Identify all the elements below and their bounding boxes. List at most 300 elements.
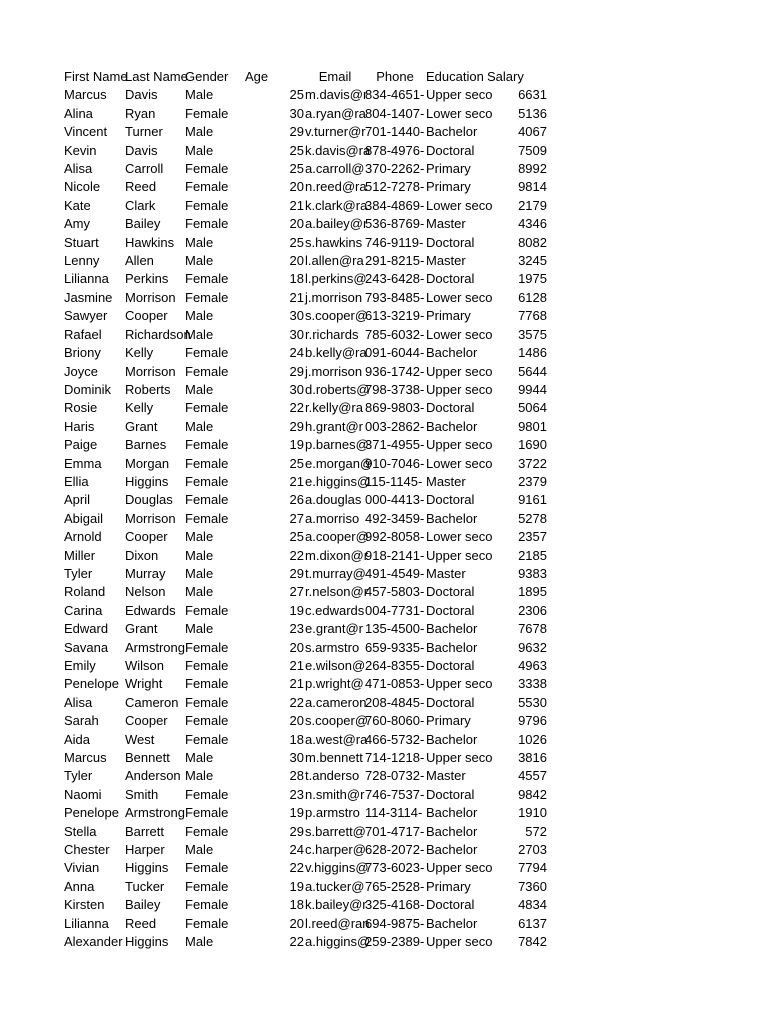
cell-phone[interactable]: 918-2141- xyxy=(365,547,425,563)
cell-salary[interactable]: 3338 xyxy=(518,676,547,692)
cell-gender[interactable]: Male xyxy=(185,308,214,324)
cell-gender[interactable]: Female xyxy=(185,271,229,287)
cell-salary[interactable]: 4963 xyxy=(518,658,547,673)
cell-first-name[interactable]: Rosie xyxy=(64,400,98,416)
cell-phone[interactable]: 628-2072- xyxy=(365,842,425,858)
cell-first-name[interactable]: Kate xyxy=(64,197,91,213)
cell-gender[interactable]: Female xyxy=(185,897,229,913)
cell-first-name[interactable]: Tyler xyxy=(64,565,93,581)
cell-email[interactable]: a.higgins@ xyxy=(305,934,371,950)
cell-education[interactable]: Master xyxy=(426,768,466,784)
cell-last-name[interactable]: Morgan xyxy=(125,455,170,471)
cell-salary[interactable]: 4067 xyxy=(518,124,547,140)
cell-education[interactable]: Lower seco xyxy=(426,197,493,213)
cell-phone[interactable]: 471-0853- xyxy=(365,676,425,692)
cell-gender[interactable]: Female xyxy=(185,639,229,655)
cell-gender[interactable]: Female xyxy=(185,694,229,710)
cell-first-name[interactable]: Stella xyxy=(64,823,97,839)
cell-phone[interactable]: 114-3114- xyxy=(365,805,423,821)
cell-salary[interactable]: 6128 xyxy=(518,289,547,305)
cell-email[interactable]: n.smith@r xyxy=(305,786,365,802)
cell-gender[interactable]: Male xyxy=(185,529,214,545)
cell-last-name[interactable]: Reed xyxy=(125,915,157,931)
cell-last-name[interactable]: Anderson xyxy=(125,768,181,784)
cell-education[interactable]: Primary xyxy=(426,179,471,195)
cell-last-name[interactable]: Richardson xyxy=(125,326,191,342)
cell-gender[interactable]: Female xyxy=(185,658,229,673)
cell-salary[interactable]: 3816 xyxy=(518,750,547,766)
cell-age[interactable]: 22 xyxy=(289,934,304,950)
cell-last-name[interactable]: Clark xyxy=(125,197,156,213)
cell-gender[interactable]: Female xyxy=(185,731,229,747)
cell-last-name[interactable]: Perkins xyxy=(125,271,169,287)
cell-gender[interactable]: Female xyxy=(185,455,229,471)
cell-gender[interactable]: Female xyxy=(185,179,229,195)
cell-phone[interactable]: 992-8058- xyxy=(365,529,425,545)
cell-email[interactable]: l.reed@ran xyxy=(305,915,370,931)
cell-education[interactable]: Upper seco xyxy=(426,547,493,563)
cell-email[interactable]: a.ryan@ra xyxy=(305,105,366,121)
cell-phone[interactable]: 659-9335- xyxy=(365,639,425,655)
cell-age[interactable]: 30 xyxy=(289,381,304,397)
cell-age[interactable]: 18 xyxy=(289,731,304,747)
cell-last-name[interactable]: Barnes xyxy=(125,437,167,453)
cell-phone[interactable]: 370-2262- xyxy=(365,161,425,177)
cell-first-name[interactable]: Kevin xyxy=(64,142,97,158)
cell-salary[interactable]: 5644 xyxy=(518,363,547,379)
cell-phone[interactable]: 760-8060- xyxy=(365,713,425,729)
cell-last-name[interactable]: Higgins xyxy=(125,860,169,876)
cell-last-name[interactable]: Allen xyxy=(125,253,154,269)
cell-gender[interactable]: Female xyxy=(185,492,229,508)
cell-email[interactable]: a.cooper@ xyxy=(305,529,369,545)
cell-phone[interactable]: 512-7278- xyxy=(365,179,425,195)
cell-age[interactable]: 30 xyxy=(289,308,304,324)
cell-last-name[interactable]: Wilson xyxy=(125,658,165,673)
cell-last-name[interactable]: Nelson xyxy=(125,584,166,600)
cell-phone[interactable]: 834-4651- xyxy=(365,87,425,103)
header-gender[interactable]: Gender xyxy=(185,69,229,84)
cell-salary[interactable]: 9814 xyxy=(518,179,547,195)
cell-first-name[interactable]: Miller xyxy=(64,547,96,563)
cell-last-name[interactable]: Kelly xyxy=(125,345,154,361)
cell-email[interactable]: t.murray@ xyxy=(305,565,366,581)
cell-phone[interactable]: 878-4976- xyxy=(365,142,425,158)
cell-gender[interactable]: Female xyxy=(185,289,229,305)
cell-salary[interactable]: 1895 xyxy=(518,584,547,600)
cell-salary[interactable]: 5136 xyxy=(518,105,547,121)
cell-first-name[interactable]: Abigail xyxy=(64,510,104,526)
cell-age[interactable]: 20 xyxy=(289,216,304,232)
cell-email[interactable]: p.barnes@ xyxy=(305,437,369,453)
cell-email[interactable]: d.roberts@ xyxy=(305,381,370,397)
cell-last-name[interactable]: Harper xyxy=(125,842,165,858)
cell-last-name[interactable]: Wright xyxy=(125,676,163,692)
cell-gender[interactable]: Male xyxy=(185,87,214,103)
cell-salary[interactable]: 2703 xyxy=(518,842,547,858)
cell-age[interactable]: 20 xyxy=(289,915,304,931)
cell-phone[interactable]: 466-5732- xyxy=(365,731,425,747)
cell-first-name[interactable]: Paige xyxy=(64,437,98,453)
cell-education[interactable]: Doctoral xyxy=(426,142,475,158)
cell-salary[interactable]: 1026 xyxy=(518,731,547,747)
cell-first-name[interactable]: Haris xyxy=(64,418,95,434)
cell-phone[interactable]: 869-9803- xyxy=(365,400,425,416)
cell-last-name[interactable]: Dixon xyxy=(125,547,159,563)
cell-first-name[interactable]: Rafael xyxy=(64,326,102,342)
cell-salary[interactable]: 9842 xyxy=(518,786,547,802)
cell-gender[interactable]: Female xyxy=(185,473,229,489)
cell-salary[interactable]: 7842 xyxy=(518,934,547,950)
cell-last-name[interactable]: Ryan xyxy=(125,105,156,121)
cell-education[interactable]: Doctoral xyxy=(426,658,475,673)
cell-education[interactable]: Doctoral xyxy=(426,234,475,250)
cell-phone[interactable]: 798-3738- xyxy=(365,381,425,397)
cell-phone[interactable]: 004-7731- xyxy=(365,602,425,618)
cell-education[interactable]: Lower seco xyxy=(426,289,493,305)
cell-education[interactable]: Primary xyxy=(426,308,471,324)
cell-education[interactable]: Bachelor xyxy=(426,418,478,434)
cell-age[interactable]: 21 xyxy=(289,676,304,692)
cell-last-name[interactable]: Bailey xyxy=(125,216,161,232)
cell-last-name[interactable]: Hawkins xyxy=(125,234,175,250)
cell-phone[interactable]: 714-1218- xyxy=(365,750,425,766)
cell-age[interactable]: 21 xyxy=(289,197,304,213)
cell-age[interactable]: 20 xyxy=(289,713,304,729)
cell-email[interactable]: r.richards xyxy=(305,326,359,342)
cell-phone[interactable]: 492-3459- xyxy=(365,510,425,526)
cell-email[interactable]: j.morrison xyxy=(305,363,363,379)
cell-gender[interactable]: Male xyxy=(185,934,214,950)
cell-gender[interactable]: Female xyxy=(185,510,229,526)
cell-first-name[interactable]: Alexander xyxy=(64,934,123,950)
cell-phone[interactable]: 746-7537- xyxy=(365,786,425,802)
cell-gender[interactable]: Female xyxy=(185,400,229,416)
cell-first-name[interactable]: Savana xyxy=(64,639,109,655)
cell-last-name[interactable]: Murray xyxy=(125,565,166,581)
cell-first-name[interactable]: Dominik xyxy=(64,381,111,397)
cell-education[interactable]: Lower seco xyxy=(426,326,493,342)
cell-first-name[interactable]: Stuart xyxy=(64,234,99,250)
cell-first-name[interactable]: Vincent xyxy=(64,124,108,140)
cell-age[interactable]: 28 xyxy=(289,768,304,784)
header-first-name[interactable]: First Name xyxy=(64,69,128,84)
cell-last-name[interactable]: Morrison xyxy=(125,363,176,379)
cell-email[interactable]: a.west@ra xyxy=(305,731,368,747)
cell-email[interactable]: v.higgins@ xyxy=(305,860,369,876)
cell-email[interactable]: s.hawkins xyxy=(305,234,363,250)
cell-last-name[interactable]: Tucker xyxy=(125,878,165,894)
cell-email[interactable]: k.bailey@r xyxy=(305,897,367,913)
cell-last-name[interactable]: Davis xyxy=(125,87,158,103)
cell-email[interactable]: e.grant@r xyxy=(305,621,363,637)
cell-age[interactable]: 27 xyxy=(289,584,304,600)
cell-phone[interactable]: 457-5803- xyxy=(365,584,425,600)
cell-first-name[interactable]: Sarah xyxy=(64,713,99,729)
cell-education[interactable]: Master xyxy=(426,473,466,489)
cell-gender[interactable]: Male xyxy=(185,326,214,342)
cell-age[interactable]: 24 xyxy=(289,345,304,361)
cell-education[interactable]: Upper seco xyxy=(426,437,493,453)
cell-education[interactable]: Doctoral xyxy=(426,584,475,600)
cell-gender[interactable]: Female xyxy=(185,363,229,379)
cell-first-name[interactable]: Emily xyxy=(64,658,96,673)
cell-phone[interactable]: 728-0732- xyxy=(365,768,425,784)
cell-salary[interactable]: 2185 xyxy=(518,547,547,563)
cell-education[interactable]: Lower seco xyxy=(426,105,493,121)
cell-first-name[interactable]: Sawyer xyxy=(64,308,108,324)
cell-first-name[interactable]: Alisa xyxy=(64,694,93,710)
cell-education[interactable]: Lower seco xyxy=(426,529,493,545)
cell-first-name[interactable]: Briony xyxy=(64,345,101,361)
cell-gender[interactable]: Male xyxy=(185,253,214,269)
cell-education[interactable]: Upper seco xyxy=(426,934,493,950)
cell-gender[interactable]: Female xyxy=(185,915,229,931)
cell-salary[interactable]: 572 xyxy=(525,823,547,839)
cell-phone[interactable]: 135-4500- xyxy=(365,621,425,637)
cell-first-name[interactable]: Alisa xyxy=(64,161,93,177)
cell-age[interactable]: 29 xyxy=(289,565,304,581)
cell-first-name[interactable]: Kirsten xyxy=(64,897,105,913)
cell-education[interactable]: Doctoral xyxy=(426,492,475,508)
cell-age[interactable]: 25 xyxy=(289,529,304,545)
cell-education[interactable]: Doctoral xyxy=(426,400,475,416)
cell-last-name[interactable]: Turner xyxy=(125,124,163,140)
cell-age[interactable]: 25 xyxy=(289,234,304,250)
cell-last-name[interactable]: Reed xyxy=(125,179,157,195)
cell-gender[interactable]: Male xyxy=(185,547,214,563)
cell-first-name[interactable]: Tyler xyxy=(64,768,93,784)
header-education[interactable]: Education xyxy=(426,69,484,84)
cell-email[interactable]: e.higgins@ xyxy=(305,473,371,489)
cell-age[interactable]: 20 xyxy=(289,639,304,655)
cell-age[interactable]: 18 xyxy=(289,271,304,287)
cell-age[interactable]: 27 xyxy=(289,510,304,526)
cell-first-name[interactable]: Carina xyxy=(64,602,103,618)
cell-email[interactable]: m.bennett xyxy=(305,750,363,766)
cell-email[interactable]: a.morriso xyxy=(305,510,360,526)
cell-email[interactable]: l.perkins@ xyxy=(305,271,367,287)
cell-phone[interactable]: 765-2528- xyxy=(365,878,425,894)
cell-last-name[interactable]: Davis xyxy=(125,142,158,158)
cell-gender[interactable]: Female xyxy=(185,345,229,361)
cell-age[interactable]: 19 xyxy=(289,805,304,821)
cell-last-name[interactable]: Smith xyxy=(125,786,159,802)
cell-phone[interactable]: 325-4168- xyxy=(365,897,425,913)
cell-age[interactable]: 25 xyxy=(289,455,304,471)
cell-last-name[interactable]: Bailey xyxy=(125,897,161,913)
cell-phone[interactable]: 003-2862- xyxy=(365,418,425,434)
cell-phone[interactable]: 491-4549- xyxy=(365,565,425,581)
cell-salary[interactable]: 4834 xyxy=(518,897,547,913)
cell-age[interactable]: 19 xyxy=(289,878,304,894)
cell-education[interactable]: Master xyxy=(426,565,466,581)
cell-salary[interactable]: 3575 xyxy=(518,326,547,342)
cell-salary[interactable]: 9632 xyxy=(518,639,547,655)
cell-salary[interactable]: 5278 xyxy=(518,510,547,526)
cell-last-name[interactable]: Cooper xyxy=(125,529,168,545)
cell-first-name[interactable]: Marcus xyxy=(64,750,107,766)
cell-salary[interactable]: 7678 xyxy=(518,621,547,637)
cell-first-name[interactable]: Vivian xyxy=(64,860,100,876)
cell-salary[interactable]: 9796 xyxy=(518,713,547,729)
cell-email[interactable]: n.reed@ra xyxy=(305,179,367,195)
cell-email[interactable]: k.clark@ra xyxy=(305,197,368,213)
cell-salary[interactable]: 9801 xyxy=(518,418,547,434)
cell-first-name[interactable]: Roland xyxy=(64,584,106,600)
cell-last-name[interactable]: Morrison xyxy=(125,510,176,526)
cell-gender[interactable]: Male xyxy=(185,584,214,600)
cell-gender[interactable]: Male xyxy=(185,750,214,766)
cell-phone[interactable]: 701-4717- xyxy=(365,823,425,839)
cell-email[interactable]: t.anderso xyxy=(305,768,360,784)
cell-email[interactable]: e.morgan@ xyxy=(305,455,374,471)
cell-first-name[interactable]: Nicole xyxy=(64,179,101,195)
cell-age[interactable]: 24 xyxy=(289,842,304,858)
cell-last-name[interactable]: Higgins xyxy=(125,473,169,489)
cell-education[interactable]: Doctoral xyxy=(426,602,475,618)
cell-education[interactable]: Bachelor xyxy=(426,731,478,747)
cell-gender[interactable]: Male xyxy=(185,842,214,858)
cell-education[interactable]: Bachelor xyxy=(426,805,478,821)
cell-gender[interactable]: Male xyxy=(185,565,214,581)
header-phone[interactable]: Phone xyxy=(376,69,414,84)
cell-salary[interactable]: 1486 xyxy=(518,345,547,361)
cell-gender[interactable]: Male xyxy=(185,234,214,250)
cell-gender[interactable]: Male xyxy=(185,142,214,158)
cell-education[interactable]: Doctoral xyxy=(426,271,475,287)
cell-gender[interactable]: Female xyxy=(185,878,229,894)
cell-education[interactable]: Upper seco xyxy=(426,750,493,766)
cell-first-name[interactable]: Aida xyxy=(64,731,91,747)
cell-last-name[interactable]: Grant xyxy=(125,621,158,637)
cell-salary[interactable]: 6137 xyxy=(518,915,547,931)
cell-phone[interactable]: 091-6044- xyxy=(365,345,425,361)
cell-email[interactable]: s.cooper@ xyxy=(305,308,369,324)
cell-email[interactable]: a.cameron xyxy=(305,694,367,710)
cell-salary[interactable]: 9161 xyxy=(518,492,547,508)
cell-first-name[interactable]: Joyce xyxy=(64,363,98,379)
cell-email[interactable]: m.dixon@r xyxy=(305,547,369,563)
cell-gender[interactable]: Male xyxy=(185,381,214,397)
cell-age[interactable]: 29 xyxy=(289,124,304,140)
cell-salary[interactable]: 7794 xyxy=(518,860,547,876)
cell-age[interactable]: 20 xyxy=(289,253,304,269)
cell-last-name[interactable]: Kelly xyxy=(125,400,154,416)
cell-email[interactable]: s.cooper@ xyxy=(305,713,369,729)
cell-age[interactable]: 25 xyxy=(289,87,304,103)
cell-education[interactable]: Upper seco xyxy=(426,860,493,876)
cell-salary[interactable]: 6631 xyxy=(518,87,547,103)
cell-salary[interactable]: 1975 xyxy=(518,271,547,287)
cell-age[interactable]: 21 xyxy=(289,473,304,489)
cell-phone[interactable]: 910-7046- xyxy=(365,455,425,471)
cell-phone[interactable]: 793-8485- xyxy=(365,289,425,305)
cell-education[interactable]: Master xyxy=(426,253,466,269)
cell-gender[interactable]: Male xyxy=(185,418,214,434)
cell-age[interactable]: 22 xyxy=(289,694,304,710)
cell-last-name[interactable]: Roberts xyxy=(125,381,171,397)
cell-education[interactable]: Bachelor xyxy=(426,345,478,361)
cell-email[interactable]: r.nelson@r xyxy=(305,584,369,600)
cell-gender[interactable]: Female xyxy=(185,713,229,729)
cell-salary[interactable]: 4557 xyxy=(518,768,547,784)
cell-email[interactable]: p.wright@ xyxy=(305,676,364,692)
cell-email[interactable]: c.harper@ xyxy=(305,842,366,858)
cell-salary[interactable]: 8082 xyxy=(518,234,547,250)
cell-age[interactable]: 30 xyxy=(289,326,304,342)
cell-age[interactable]: 26 xyxy=(289,492,304,508)
cell-phone[interactable]: 264-8355- xyxy=(365,658,425,673)
cell-last-name[interactable]: Armstrong xyxy=(125,805,185,821)
cell-gender[interactable]: Female xyxy=(185,437,229,453)
cell-age[interactable]: 19 xyxy=(289,602,304,618)
cell-age[interactable]: 21 xyxy=(289,658,304,673)
cell-phone[interactable]: 773-6023- xyxy=(365,860,425,876)
cell-last-name[interactable]: Cooper xyxy=(125,308,168,324)
cell-education[interactable]: Bachelor xyxy=(426,639,478,655)
cell-age[interactable]: 22 xyxy=(289,860,304,876)
cell-age[interactable]: 18 xyxy=(289,897,304,913)
cell-salary[interactable]: 2357 xyxy=(518,529,547,545)
cell-phone[interactable]: 746-9119- xyxy=(365,234,424,250)
cell-age[interactable]: 23 xyxy=(289,621,304,637)
cell-email[interactable]: s.armstro xyxy=(305,639,360,655)
cell-phone[interactable]: 613-3219- xyxy=(365,308,425,324)
cell-first-name[interactable]: Chester xyxy=(64,842,110,858)
cell-email[interactable]: c.edwards xyxy=(305,602,365,618)
cell-education[interactable]: Primary xyxy=(426,161,471,177)
cell-salary[interactable]: 7360 xyxy=(518,878,547,894)
header-last-name[interactable]: Last Name xyxy=(125,69,188,84)
cell-phone[interactable]: 291-8215- xyxy=(365,253,425,269)
cell-salary[interactable]: 9944 xyxy=(518,381,547,397)
cell-education[interactable]: Doctoral xyxy=(426,694,475,710)
cell-last-name[interactable]: Carroll xyxy=(125,161,164,177)
cell-salary[interactable]: 7509 xyxy=(518,142,547,158)
header-email[interactable]: Email xyxy=(318,69,352,84)
cell-phone[interactable]: 384-4869- xyxy=(365,197,425,213)
cell-gender[interactable]: Male xyxy=(185,768,214,784)
cell-age[interactable]: 29 xyxy=(289,823,304,839)
cell-education[interactable]: Bachelor xyxy=(426,823,478,839)
cell-email[interactable]: p.armstro xyxy=(305,805,360,821)
cell-salary[interactable]: 4346 xyxy=(518,216,547,232)
cell-first-name[interactable]: Edward xyxy=(64,621,109,637)
cell-gender[interactable]: Female xyxy=(185,602,229,618)
cell-gender[interactable]: Male xyxy=(185,124,214,140)
cell-education[interactable]: Bachelor xyxy=(426,842,478,858)
cell-education[interactable]: Master xyxy=(426,216,466,232)
cell-phone[interactable]: 785-6032- xyxy=(365,326,425,342)
cell-phone[interactable]: 701-1440- xyxy=(365,124,425,140)
cell-last-name[interactable]: Douglas xyxy=(125,492,173,508)
cell-salary[interactable]: 2179 xyxy=(518,197,547,213)
cell-first-name[interactable]: April xyxy=(64,492,91,508)
cell-email[interactable]: s.barrett@ xyxy=(305,823,366,839)
cell-email[interactable]: a.bailey@r xyxy=(305,216,368,232)
cell-first-name[interactable]: Emma xyxy=(64,455,102,471)
cell-salary[interactable]: 2306 xyxy=(518,602,547,618)
cell-first-name[interactable]: Lenny xyxy=(64,253,100,269)
cell-email[interactable]: a.douglas xyxy=(305,492,362,508)
cell-email[interactable]: m.davis@r xyxy=(305,87,368,103)
cell-education[interactable]: Upper seco xyxy=(426,381,493,397)
cell-education[interactable]: Primary xyxy=(426,878,471,894)
cell-first-name[interactable]: Amy xyxy=(64,216,90,232)
cell-phone[interactable]: 371-4955- xyxy=(365,437,425,453)
header-salary[interactable]: Salary xyxy=(487,69,524,84)
